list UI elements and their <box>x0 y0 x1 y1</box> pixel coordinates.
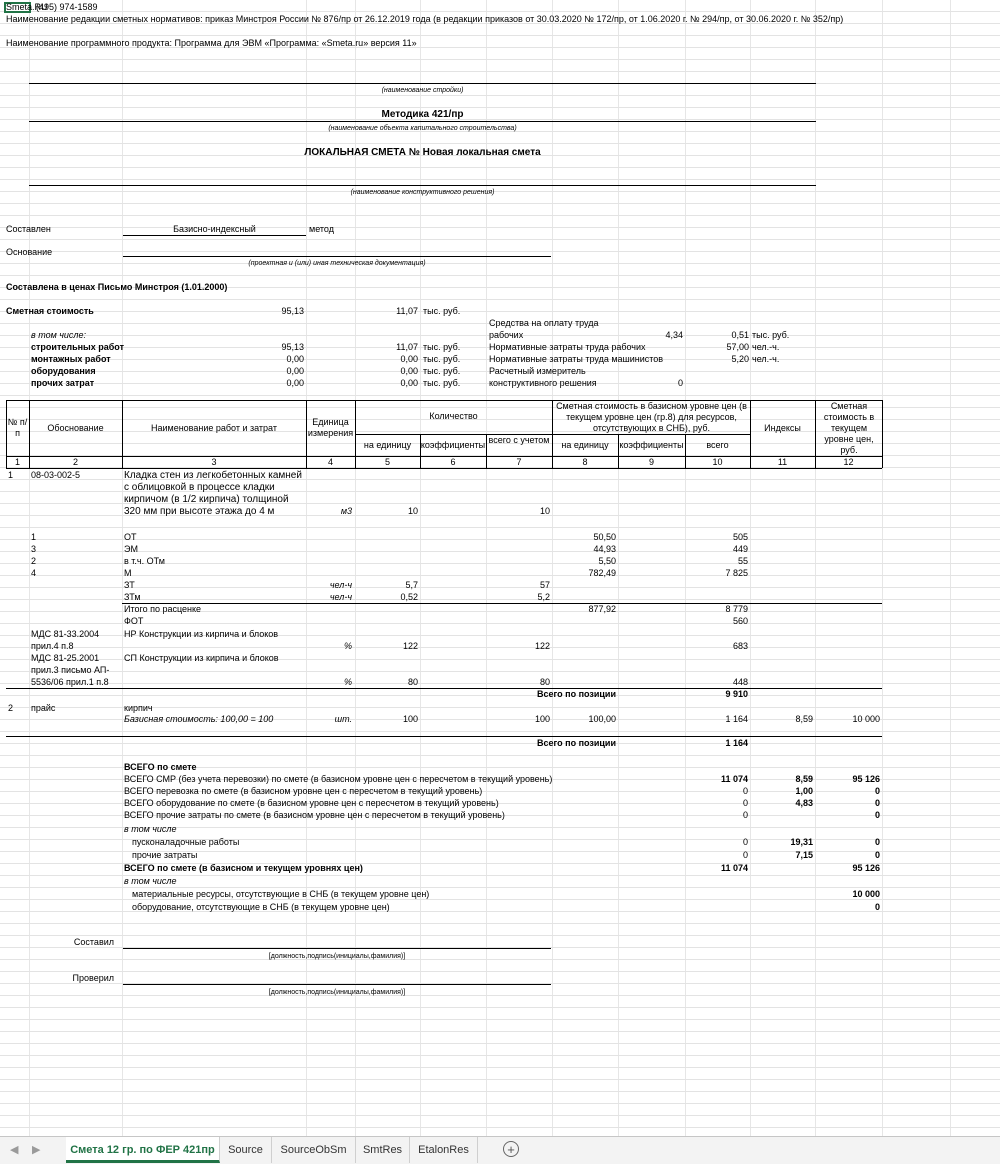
pos1-qty-total: 10 <box>539 506 550 516</box>
total-rate-total: 8 779 <box>725 604 748 614</box>
th-quantity: Количество <box>429 411 478 421</box>
pos1-qty-unit: 10 <box>407 506 418 516</box>
res-row-qty-total: 5,2 <box>537 592 550 602</box>
other-costs-label: прочие затраты <box>132 850 198 860</box>
method-value: Базисно-индексный <box>173 224 256 234</box>
res-row-qty-total: 57 <box>539 580 550 590</box>
pos2-qty: 100 <box>402 714 418 724</box>
equip-current: 0 <box>874 902 880 912</box>
th-unit: Единица измерения <box>307 417 354 438</box>
equipment-unit: тыс. руб. <box>423 366 461 376</box>
pos1-name-line: Кладка стен из легкобетонных камней <box>124 470 302 481</box>
col-number: 3 <box>211 457 217 467</box>
construction-caption: (наименование стройки) <box>381 87 464 94</box>
totals-row-label: ВСЕГО оборудование по смете (в базисном уровне цен с пересчетом в текущий уровень) <box>124 798 499 808</box>
estimated-cost-base: 95,13 <box>281 306 304 316</box>
th-cost-base: Сметная стоимость в базисном уровне цен (в текущем уровне цен (гр.8) для ресурсов, отсутствующих в СНБ), руб. <box>556 401 747 433</box>
sp-code: МДС 81-25.2001 <box>31 653 100 663</box>
nr-code2: прил.4 п.8 <box>31 641 74 651</box>
basis-line <box>123 256 551 257</box>
nr-unit: % <box>343 641 352 651</box>
res-row-unit: чел-ч <box>329 580 352 590</box>
res-row-name: в т.ч. ОТм <box>124 556 165 566</box>
labor-machinists-label: Нормативные затраты труда машинистов <box>489 354 664 364</box>
totals-incl-label: в том числе <box>124 824 177 834</box>
res-row-cost-total: 505 <box>732 532 748 542</box>
pos1-total-line <box>6 688 882 689</box>
totals-row-base: 11 074 <box>720 774 748 784</box>
th-indices: Индексы <box>764 423 801 433</box>
col-number: 10 <box>712 457 723 467</box>
res-row-cost-unit: 50,50 <box>593 532 616 542</box>
rate-total-line <box>122 603 882 604</box>
wage-fund-current: 0,51 <box>731 330 749 340</box>
brand-text: Smeta.RU <box>6 2 48 12</box>
total-rate-label: Итого по расценке <box>124 604 202 614</box>
norm-edition-text: Наименование редакции сметных нормативов: приказ Минстроя России № 876/пр от 26.12.2019 года (в редакции приказов от 30.03.2020 № 172/пр, от 1.06.2020 г. № 294/пр, от 30.06.2020 г. № 352/пр) <box>6 14 844 24</box>
totals-row-base: 0 <box>742 798 748 808</box>
pos2-num: 2 <box>8 703 14 713</box>
mounting-label: монтажных работ <box>31 354 111 364</box>
fot-label: ФОТ <box>124 616 144 626</box>
construction-current: 11,07 <box>396 342 418 352</box>
grand-total-current: 95 126 <box>852 863 880 873</box>
res-row-cost-total: 7 825 <box>725 568 748 578</box>
pos1-name-line: с облицовкой в процессе кладки <box>124 482 275 493</box>
doc-caption: (проектная и (или) иная техническая документация) <box>248 260 426 267</box>
th-name: Наименование работ и затрат <box>150 423 277 433</box>
including-label: в том числе: <box>31 330 87 340</box>
th-basis: Обоснование <box>47 423 104 433</box>
commissioning-index: 19,31 <box>790 837 813 847</box>
res-row-name: ЗТ <box>124 580 135 590</box>
composed-sign-line <box>123 948 551 949</box>
th-total-with: всего с учетом <box>488 435 550 445</box>
object-name: Методика 421/пр <box>381 109 464 120</box>
th-cost-per-unit: на единицу <box>561 440 609 450</box>
construction-base: 95,13 <box>281 342 304 352</box>
col-number: 2 <box>72 457 78 467</box>
totals-row-current: 0 <box>874 810 880 820</box>
pos2-qty-total: 100 <box>534 714 550 724</box>
total-rate-unit: 877,92 <box>588 604 616 614</box>
materials-current: 10 000 <box>852 889 880 899</box>
tab-scroll-left-icon[interactable]: ◀ <box>10 1144 19 1156</box>
res-row-cost-unit: 44,93 <box>593 544 616 554</box>
meter-value: 0 <box>677 378 683 388</box>
totals-row-label: ВСЕГО СМР (без учета перевозки) по смете (в базисном уровне цен с пересчетом в текущий уровень) <box>124 774 553 784</box>
pos1-total-label: Всего по позиции <box>537 689 616 699</box>
other-costs-current: 0 <box>874 850 880 860</box>
equipment-label: оборудования <box>31 366 96 376</box>
composed-sign-caption: [должность,подпись(инициалы,фамилия)] <box>268 953 406 960</box>
totals-row-index: 8,59 <box>795 774 813 784</box>
totals-row-current: 95 126 <box>852 774 880 784</box>
wage-fund-base: 4,34 <box>665 330 683 340</box>
totals-incl-label2: в том числе <box>124 876 177 886</box>
totals-row-label: ВСЕГО перевозка по смете (в базисном уровне цен с пересчетом в текущий уровень) <box>124 786 483 796</box>
totals-row-index: 1,00 <box>795 786 813 796</box>
other-base: 0,00 <box>286 378 304 388</box>
col-number: 9 <box>648 457 654 467</box>
labor-machinists-value: 5,20 <box>731 354 749 364</box>
equipment-base: 0,00 <box>286 366 304 376</box>
tab-sheet-estimate[interactable]: Смета 12 гр. по ФЕР 421пр <box>66 1137 220 1163</box>
tab-scroll-right-icon[interactable]: ▶ <box>32 1144 41 1156</box>
sheet-tab-bar <box>0 1136 1000 1164</box>
tab-sheet-source[interactable]: Source <box>220 1137 272 1163</box>
other-costs-index: 7,15 <box>795 850 813 860</box>
pos2-cost-unit: 100,00 <box>588 714 616 724</box>
totals-title: ВСЕГО по смете <box>124 762 197 772</box>
res-row-name: ЭМ <box>124 544 138 554</box>
pos1-name-line: кирпичом (в 1/2 кирпича) толщиной <box>124 494 289 505</box>
object-caption: (наименование объекта капитального строительства) <box>328 125 517 132</box>
col-number: 11 <box>777 457 788 467</box>
res-row-name: ЗТм <box>124 592 141 602</box>
sp-code2: прил.3 письмо АП- <box>31 665 110 675</box>
nr-qty-total: 122 <box>534 641 550 651</box>
checked-sign-label: Проверил <box>72 973 114 983</box>
res-row-num: 4 <box>31 568 37 578</box>
pos1-code: 08-03-002-5 <box>31 470 81 480</box>
col-number: 8 <box>582 457 588 467</box>
sp-total: 448 <box>732 677 748 687</box>
wage-fund-label1: Средства на оплату труда <box>489 318 599 328</box>
res-row-cost-total: 449 <box>732 544 748 554</box>
pos1-total: 9 910 <box>725 689 748 699</box>
tab-sheet-smtres[interactable]: SmtRes <box>356 1137 410 1163</box>
labor-machinists-unit: чел.-ч. <box>752 354 780 364</box>
other-current: 0,00 <box>400 378 418 388</box>
labor-workers-label: Нормативные затраты труда рабочих <box>489 342 646 352</box>
labor-workers-value: 57,00 <box>726 342 749 352</box>
commissioning-label: пусконаладочные работы <box>132 837 240 847</box>
commissioning-current: 0 <box>874 837 880 847</box>
design-caption: (наименование конструктивного решения) <box>350 189 495 196</box>
th-cost-current: Сметная стоимость в текущем уровне цен, руб. <box>823 401 875 455</box>
checked-sign-caption: [должность,подпись(инициалы,фамилия)] <box>268 989 406 996</box>
pos2-index: 8,59 <box>795 714 813 724</box>
estimated-cost-unit: тыс. руб. <box>423 306 461 316</box>
th-cost-total: всего <box>706 440 729 450</box>
mounting-unit: тыс. руб. <box>423 354 461 364</box>
construction-unit: тыс. руб. <box>423 342 461 352</box>
col-number: 5 <box>384 457 390 467</box>
totals-row-index: 4,83 <box>795 798 813 808</box>
fot-total: 560 <box>732 616 748 626</box>
col-number: 7 <box>516 457 522 467</box>
res-row-cost-total: 55 <box>737 556 748 566</box>
labor-workers-unit: чел.-ч. <box>752 342 780 352</box>
pos2-cost-total: 1 164 <box>725 714 748 724</box>
tab-sheet-sourceobsm[interactable]: SourceObSm <box>272 1137 356 1163</box>
checked-sign-line <box>123 984 551 985</box>
estimate-title: ЛОКАЛЬНАЯ СМЕТА № Новая локальная смета <box>304 147 541 158</box>
wage-fund-label2: рабочих <box>489 330 524 340</box>
res-row-num: 3 <box>31 544 37 554</box>
res-row-name: ОТ <box>124 532 137 542</box>
composed-label: Составлен <box>6 224 51 234</box>
totals-row-label: ВСЕГО прочие затраты по смете (в базисном уровне цен с пересчетом в текущий уровень) <box>124 810 505 820</box>
sp-qty-total: 80 <box>539 677 550 687</box>
construction-label: строительных работ <box>31 342 124 352</box>
construction-line <box>29 83 816 84</box>
pos2-total: 1 164 <box>725 738 748 748</box>
other-label: прочих затрат <box>31 378 95 388</box>
design-line <box>29 185 816 186</box>
grand-total-label: ВСЕГО по смете (в базисном и текущем уровнях цен) <box>124 863 363 873</box>
add-sheet-button[interactable] <box>503 1141 519 1157</box>
res-row-name: М <box>124 568 132 578</box>
res-row-unit: чел-ч <box>329 592 352 602</box>
nr-total: 683 <box>732 641 748 651</box>
method-line <box>123 235 306 236</box>
res-row-cost-unit: 5,50 <box>598 556 616 566</box>
equip-label: оборудование, отсутствующие в СНБ (в текущем уровне цен) <box>132 902 390 912</box>
pos2-current: 10 000 <box>852 714 880 724</box>
materials-label: материальные ресурсы, отсутствующие в СНБ (в текущем уровне цен) <box>132 889 430 899</box>
sp-name: СП Конструкции из кирпича и блоков <box>124 653 279 663</box>
col-number: 4 <box>327 457 333 467</box>
equipment-current: 0,00 <box>400 366 418 376</box>
pos2-code: прайс <box>31 703 56 713</box>
sp-code3: 5536/06 прил.1 п.8 <box>31 677 109 687</box>
other-costs-base: 0 <box>742 850 748 860</box>
res-row-qty: 5,7 <box>405 580 418 590</box>
pos2-unit: шт. <box>334 714 352 724</box>
estimated-cost-current: 11,07 <box>396 306 418 316</box>
other-unit: тыс. руб. <box>423 378 461 388</box>
th-num: № п/п <box>7 417 28 438</box>
nr-name: НР Конструкции из кирпича и блоков <box>124 629 279 639</box>
pos2-base-note: Базисная стоимость: 100,00 = 100 <box>124 714 274 724</box>
col-number: 1 <box>14 457 20 467</box>
pos2-name: кирпич <box>124 703 153 713</box>
estimated-cost-label: Сметная стоимость <box>6 306 94 316</box>
res-row-qty: 0,52 <box>400 592 418 602</box>
res-row-num: 2 <box>31 556 37 566</box>
meter-label: Расчетный измеритель <box>489 366 586 376</box>
composed-sign-label: Составил <box>73 937 114 947</box>
commissioning-base: 0 <box>742 837 748 847</box>
totals-row-base: 0 <box>742 786 748 796</box>
grand-total-base: 11 074 <box>720 863 748 873</box>
col-number: 12 <box>843 457 854 467</box>
prices-line: Составлена в ценах Письмо Минстроя (1.01.2000) <box>6 282 228 292</box>
pos1-num: 1 <box>8 470 14 480</box>
object-line <box>29 121 816 122</box>
totals-row-base: 0 <box>742 810 748 820</box>
th-coef: коэффициенты <box>420 440 486 450</box>
th-per-unit: на единицу <box>363 440 412 450</box>
th-cost-coef: коэффициенты <box>619 440 684 450</box>
plus-icon: + <box>507 1142 515 1157</box>
res-row-cost-unit: 782,49 <box>588 568 616 578</box>
mounting-base: 0,00 <box>286 354 304 364</box>
sp-unit: % <box>343 677 352 687</box>
software-text: Наименование программного продукта: Программа для ЭВМ «Программа: «Smeta.ru» версия 11» <box>6 38 417 48</box>
res-row-num: 1 <box>31 532 37 542</box>
col-number: 6 <box>450 457 456 467</box>
tab-sheet-etalonres[interactable]: EtalonRes <box>410 1137 478 1163</box>
method-label: метод <box>309 224 334 234</box>
phone-text: (495) 974-1589 <box>36 2 98 12</box>
meter-label2: конструктивного решения <box>489 378 597 388</box>
basis-label: Основание <box>6 247 53 257</box>
totals-row-current: 0 <box>874 786 880 796</box>
pos2-total-label: Всего по позиции <box>537 738 616 748</box>
pos2-total-line <box>6 736 882 737</box>
pos1-name-line: 320 мм при высоте этажа до 4 м <box>124 506 275 517</box>
wage-fund-unit: тыс. руб. <box>752 330 790 340</box>
sp-qty: 80 <box>407 677 418 687</box>
totals-row-current: 0 <box>874 798 880 808</box>
nr-code: МДС 81-33.2004 <box>31 629 100 639</box>
nr-qty: 122 <box>402 641 418 651</box>
pos1-unit: м3 <box>340 506 352 516</box>
mounting-current: 0,00 <box>400 354 418 364</box>
